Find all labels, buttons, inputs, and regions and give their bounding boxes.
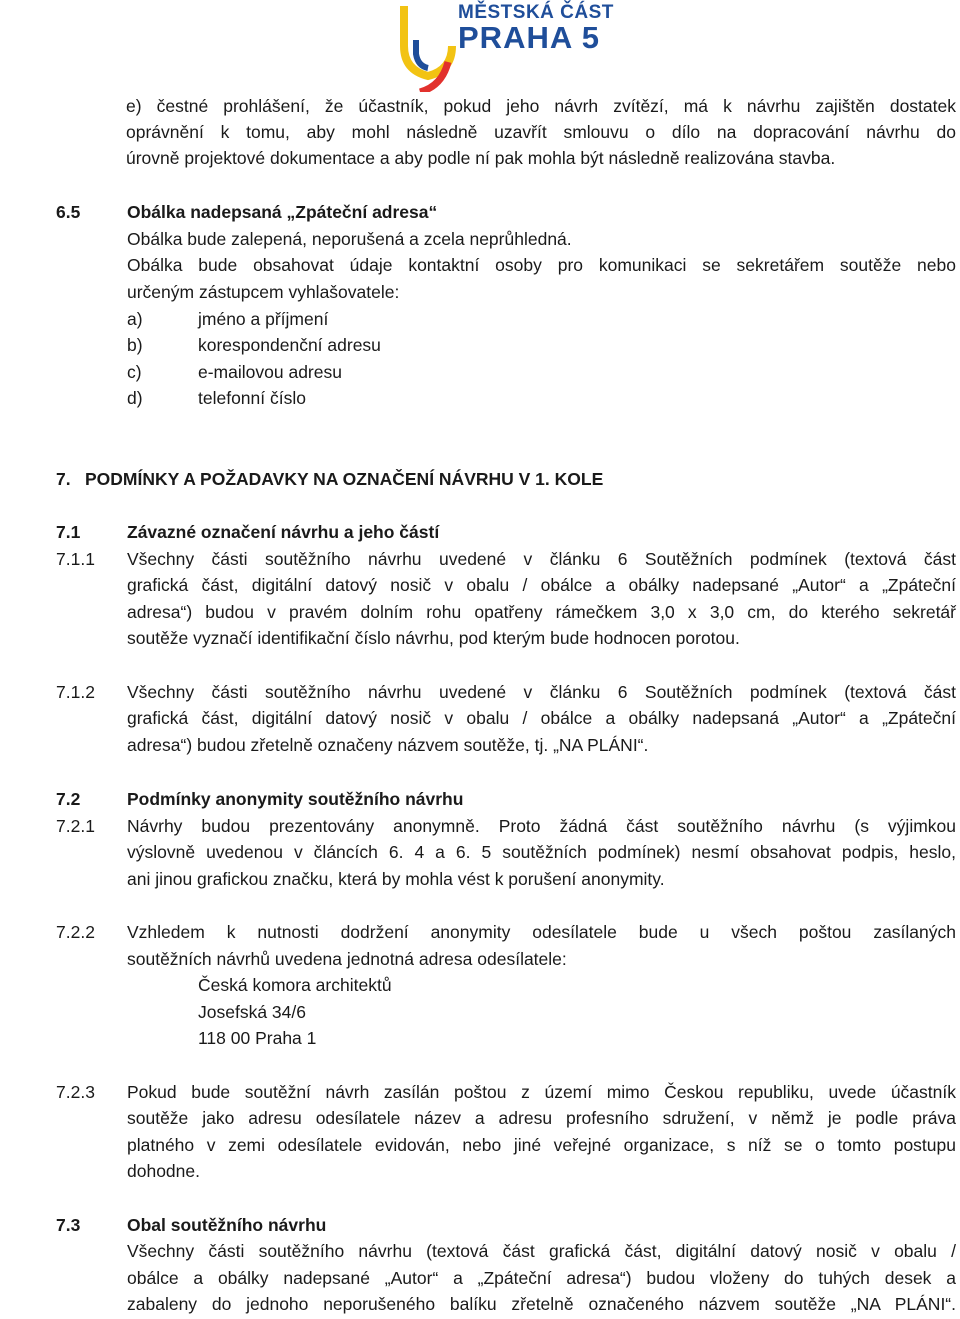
section-7-2-3-line-3: platného v zemi odesílatele evidován, nebo jiné veřejné organizace, s níž se o tomto postupu [127, 1135, 956, 1155]
section-7-1-2-line-1: Všechny části soutěžního návrhu uvedené v článku 6 Soutěžních podmínek (textová část [127, 682, 956, 702]
list-item-c-text: e-mailovou adresu [198, 362, 342, 382]
logo-line-2: PRAHA 5 [458, 20, 600, 55]
section-7-2-3-line-1: Pokud bude soutěžní návrh zasílán poštou z území mimo Českou republiku, uvede účastník [127, 1082, 956, 1102]
para-e-line-1: e) čestné prohlášení, že účastník, pokud jeho návrh zvítězí, má k návrhu zajištěn dostatek [126, 96, 956, 116]
logo-line-1: MĚSTSKÁ ČÁST [458, 2, 614, 23]
section-7-2-2-number: 7.2.2 [56, 922, 95, 942]
section-7-2-3-line-4: dohodne. [127, 1161, 200, 1181]
section-7-2-title: Podmínky anonymity soutěžního návrhu [127, 789, 464, 809]
section-7-1-1-number: 7.1.1 [56, 549, 95, 569]
section-7-1-title: Závazné označení návrhu a jeho částí [127, 522, 440, 542]
section-7-2-1-line-2: výslovně uvedenou v článcích 6. 4 a 6. 5 soutěžních podmínek) nesmí obsahovat podpis, heslo, [127, 842, 956, 862]
section-6-5-title: Obálka nadepsaná „Zpáteční adresa“ [127, 202, 438, 222]
section-7-2-1-line-3: ani jinou grafickou značku, která by mohla vést k porušení anonymity. [127, 869, 665, 889]
address-line-2: Josefská 34/6 [198, 1002, 306, 1022]
section-6-5-line-1: Obálka bude zalepená, neporušená a zcela neprůhledná. [127, 229, 572, 249]
section-7-1-2-line-2: grafická část, digitální datový nosič v obalu / obálce a obálky nadepsaná „Autor“ a „Zpáteční [127, 708, 956, 728]
para-e-line-3: úrovně projektové dokumentace a aby podle ní pak mohla být následně realizována stavba. [126, 148, 836, 168]
section-7-2-2-line-2: soutěžních návrhů uvedena jednotná adresa odesílatele: [127, 949, 567, 969]
praha5-logo [398, 0, 628, 92]
section-7-2-number: 7.2 [56, 789, 81, 809]
list-item-a-text: jméno a příjmení [198, 309, 329, 329]
section-7-3-title: Obal soutěžního návrhu [127, 1215, 327, 1235]
address-line-3: 118 00 Praha 1 [198, 1028, 317, 1048]
section-7-2-1-number: 7.2.1 [56, 816, 95, 836]
section-7-number: 7. [56, 469, 71, 489]
section-7-1-2-line-3: adresa“) budou zřetelně označeny názvem soutěže, tj. „NA PLÁNI“. [127, 735, 649, 755]
section-6-5-number: 6.5 [56, 202, 81, 222]
section-7-1-1-line-2: grafická část, digitální datový nosič v obalu / obálce a obálky nadepsané „Autor“ a „Zpáteční [127, 575, 956, 595]
section-7-3-line-1: Všechny části soutěžního návrhu (textová část grafická část, digitální datový nosič v obalu / [127, 1241, 956, 1261]
section-7-2-2-line-1: Vzhledem k nutnosti dodržení anonymity odesílatele bude u všech poštou zasílaných [127, 922, 956, 942]
address-line-1: Česká komora architektů [198, 975, 392, 995]
section-7-1-1-line-1: Všechny části soutěžního návrhu uvedené v článku 6 Soutěžních podmínek (textová část [127, 549, 956, 569]
para-e-line-2: oprávnění k tomu, aby mohl následně uzavřít smlouvu o dílo na dopracování návrhu do [126, 122, 956, 142]
list-item-b-text: korespondenční adresu [198, 335, 381, 355]
logo-mark-icon [398, 0, 458, 92]
section-7-3-number: 7.3 [56, 1215, 81, 1235]
section-7-title: PODMÍNKY A POŽADAVKY NA OZNAČENÍ NÁVRHU V 1. KOLE [85, 469, 604, 489]
list-item-d-text: telefonní číslo [198, 388, 306, 408]
section-7-2-3-number: 7.2.3 [56, 1082, 95, 1102]
section-6-5-line-2: Obálka bude obsahovat údaje kontaktní osoby pro komunikaci se sekretářem soutěže nebo [127, 255, 956, 275]
list-item-a-marker: a) [127, 309, 143, 329]
section-7-3-line-2: obálce a obálky nadepsané „Autor“ a „Zpáteční adresa“) budou vloženy do tuhých desek a [127, 1268, 956, 1288]
section-7-2-1-line-1: Návrhy budou prezentovány anonymně. Proto žádná část soutěžního návrhu (s výjimkou [127, 816, 956, 836]
section-7-1-1-line-3: adresa“) budou v pravém dolním rohu opatřeny rámečkem 3,0 x 3,0 cm, do kterého sekretář [127, 602, 956, 622]
section-7-1-number: 7.1 [56, 522, 81, 542]
list-item-d-marker: d) [127, 388, 143, 408]
section-7-2-3-line-2: soutěže jako adresu odesílatele název a adresu profesního sdružení, v němž je podle práva [127, 1108, 956, 1128]
list-item-c-marker: c) [127, 362, 142, 382]
section-7-1-1-line-4: soutěže vyznačí identifikační číslo návrhu, pod kterým bude hodnocen porotou. [127, 628, 740, 648]
section-7-3-line-3: zabaleny do jednoho neporušeného balíku zřetelně označeného názvem soutěže „NA PLÁNI“. [127, 1294, 956, 1314]
section-6-5-line-3: určeným zástupcem vyhlašovatele: [127, 282, 400, 302]
section-7-1-2-number: 7.1.2 [56, 682, 95, 702]
list-item-b-marker: b) [127, 335, 143, 355]
